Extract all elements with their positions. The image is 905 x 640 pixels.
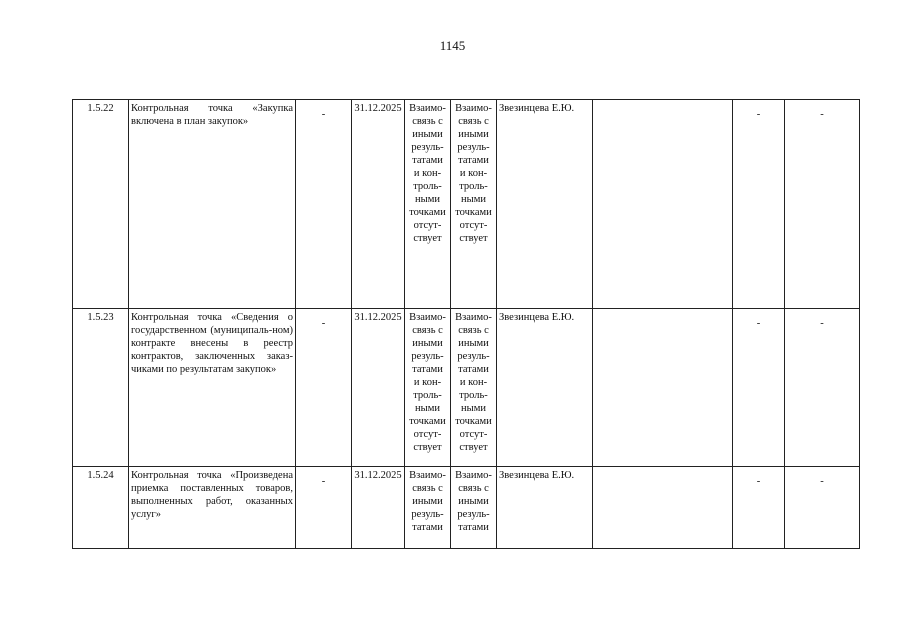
relation-cell-a bbox=[405, 467, 451, 549]
relation-cell-b bbox=[451, 467, 497, 549]
checkpoint-description: Контрольная точка «Произведена приемка поставленных товаров, выполненных работ, оказанных услуг» bbox=[129, 467, 296, 549]
relation-text-line: иными bbox=[412, 129, 443, 140]
dash-mark: - bbox=[321, 109, 326, 120]
relation-text-line: иными bbox=[412, 496, 443, 507]
relation-text-line: иными bbox=[458, 496, 489, 507]
dash-mark: - bbox=[756, 476, 761, 487]
responsible-person: Звезинцева Е.Ю. bbox=[497, 467, 593, 549]
relation-text-line: резуль- bbox=[457, 351, 490, 362]
relation-text-line: Взаимо- bbox=[455, 103, 492, 114]
relation-text-line: отсут- bbox=[413, 429, 442, 440]
relation-text-line: резуль- bbox=[457, 142, 490, 153]
relation-text-line: связь с bbox=[412, 116, 443, 127]
end-date-cell: 31.12.2025 bbox=[352, 100, 405, 309]
row-number: 1.5.22 bbox=[73, 100, 129, 309]
relation-text-line: и кон- bbox=[413, 377, 442, 388]
checkpoint-description: Контрольная точка «Сведения о государственном (муниципаль-ном) контракте внесены в реестр контрактов, заключенных заказ-чиками по результатам закупок» bbox=[129, 309, 296, 467]
relation-text-line: ными bbox=[461, 403, 486, 414]
relation-text-line: иными bbox=[412, 338, 443, 349]
relation-text-line: ными bbox=[415, 194, 440, 205]
dash-mark: - bbox=[820, 109, 824, 120]
relation-text-line: троль- bbox=[459, 390, 488, 401]
relation-cell-b bbox=[451, 100, 497, 309]
responsible-person: Звезинцева Е.Ю. bbox=[497, 309, 593, 467]
dash-mark: - bbox=[756, 109, 761, 120]
relation-text-line: резуль- bbox=[457, 509, 490, 520]
end-date-cell: 31.12.2025 bbox=[352, 309, 405, 467]
dash-mark: - bbox=[820, 318, 824, 329]
relation-text-line: иными bbox=[458, 129, 489, 140]
dash-cell-a bbox=[733, 309, 785, 467]
relation-text-line: отсут- bbox=[459, 220, 488, 231]
dash-cell-a bbox=[733, 100, 785, 309]
dash-mark: - bbox=[756, 318, 761, 329]
dash-cell-b bbox=[785, 100, 860, 309]
relation-text-line: связь с bbox=[458, 325, 489, 336]
row-number: 1.5.23 bbox=[73, 309, 129, 467]
relation-text-line: ствует bbox=[413, 233, 442, 244]
empty-cell bbox=[593, 100, 733, 309]
relation-text-line: ствует bbox=[413, 442, 442, 453]
table-row bbox=[73, 467, 860, 549]
relation-text-line: татами bbox=[458, 155, 489, 166]
relation-text-line: Взаимо- bbox=[409, 312, 446, 323]
dash-mark: - bbox=[321, 318, 326, 329]
responsible-person: Звезинцева Е.Ю. bbox=[497, 100, 593, 309]
start-date-cell bbox=[296, 309, 352, 467]
row-number: 1.5.24 bbox=[73, 467, 129, 549]
relation-text-line: татами bbox=[412, 522, 443, 533]
start-date-cell bbox=[296, 100, 352, 309]
relation-text-line: точками bbox=[455, 416, 492, 427]
relation-text-line: троль- bbox=[413, 390, 442, 401]
relation-text-line: резуль- bbox=[411, 351, 444, 362]
relation-text-line: ствует bbox=[459, 442, 488, 453]
relation-text-line: татами bbox=[412, 155, 443, 166]
relation-text-line: ными bbox=[415, 403, 440, 414]
relation-text-line: Взаимо- bbox=[409, 103, 446, 114]
relation-text-line: иными bbox=[458, 338, 489, 349]
relation-text-line: отсут- bbox=[413, 220, 442, 231]
relation-text-line: точками bbox=[409, 416, 446, 427]
relation-text-line: Взаимо- bbox=[409, 470, 446, 481]
relation-text-line: татами bbox=[458, 522, 489, 533]
dash-mark: - bbox=[820, 476, 824, 487]
table-row bbox=[73, 309, 860, 467]
relation-text-line: резуль- bbox=[411, 142, 444, 153]
relation-text-line: и кон- bbox=[459, 168, 488, 179]
relation-text-line: связь с bbox=[458, 483, 489, 494]
relation-text-line: Взаимо- bbox=[455, 312, 492, 323]
relation-text-line: татами bbox=[458, 364, 489, 375]
relation-text-line: связь с bbox=[412, 483, 443, 494]
empty-cell bbox=[593, 309, 733, 467]
relation-text-line: точками bbox=[455, 207, 492, 218]
relation-text-line: и кон- bbox=[459, 377, 488, 388]
page-number: 1145 bbox=[439, 38, 466, 53]
relation-text-line: троль- bbox=[413, 181, 442, 192]
dash-cell-b bbox=[785, 467, 860, 549]
relation-text-line: Взаимо- bbox=[455, 470, 492, 481]
checkpoint-description: Контрольная точка «Закупка включена в план закупок» bbox=[129, 100, 296, 309]
relation-text-line: связь с bbox=[412, 325, 443, 336]
dash-cell-b bbox=[785, 309, 860, 467]
relation-cell-a bbox=[405, 100, 451, 309]
checkpoint-table bbox=[72, 99, 860, 549]
relation-text-line: резуль- bbox=[411, 509, 444, 520]
relation-text-line: отсут- bbox=[459, 429, 488, 440]
end-date-cell: 31.12.2025 bbox=[352, 467, 405, 549]
relation-text-line: троль- bbox=[459, 181, 488, 192]
dash-cell-a bbox=[733, 467, 785, 549]
empty-cell bbox=[593, 467, 733, 549]
relation-text-line: ствует bbox=[459, 233, 488, 244]
relation-text-line: точками bbox=[409, 207, 446, 218]
relation-text-line: ными bbox=[461, 194, 486, 205]
relation-cell-b bbox=[451, 309, 497, 467]
relation-text-line: татами bbox=[412, 364, 443, 375]
table-row bbox=[73, 100, 860, 309]
start-date-cell bbox=[296, 467, 352, 549]
relation-text-line: и кон- bbox=[413, 168, 442, 179]
dash-mark: - bbox=[321, 476, 326, 487]
relation-text-line: связь с bbox=[458, 116, 489, 127]
relation-cell-a bbox=[405, 309, 451, 467]
